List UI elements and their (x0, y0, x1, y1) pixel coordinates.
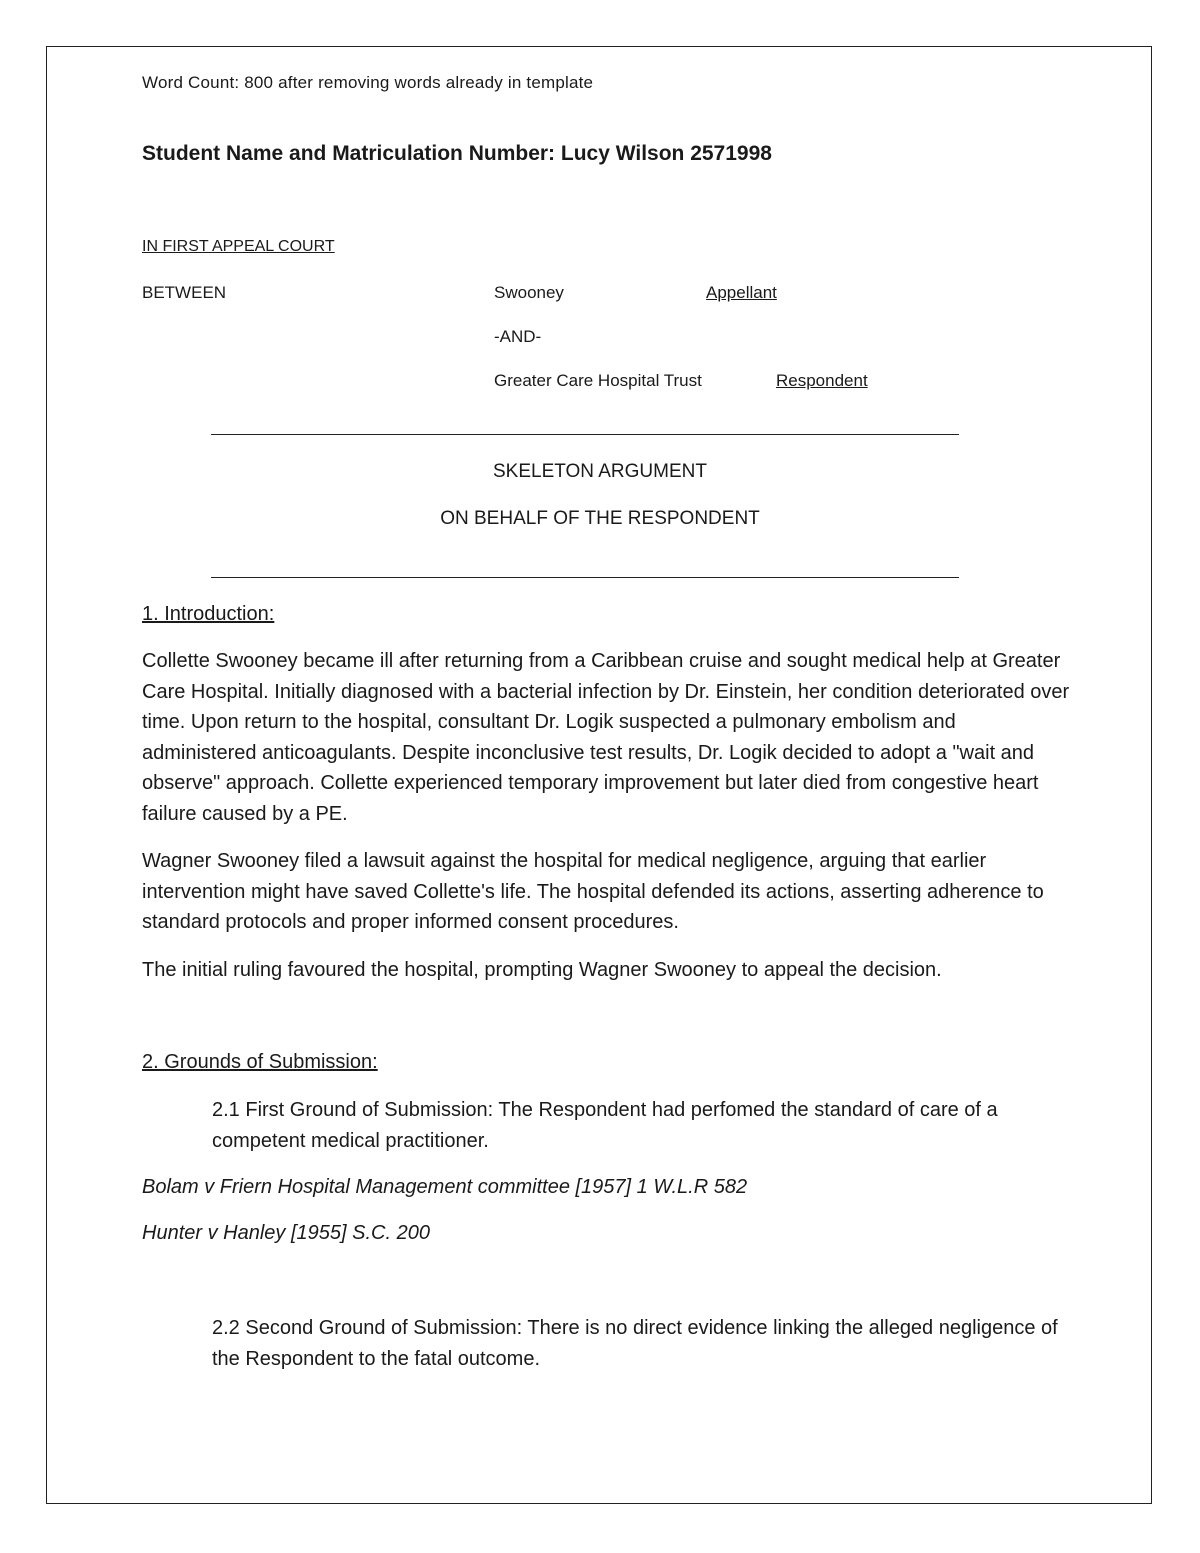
respondent-role: Respondent (776, 371, 868, 390)
introduction-paragraph-2: Wagner Swooney filed a lawsuit against the hospital for medical negligence, arguing that earlier intervention might have saved Collette's life. The hospital defended its actions, asserting adherence to standard protocols and proper informed consent procedures. (142, 850, 1044, 933)
divider-top (211, 434, 959, 435)
ground-1: 2.1 First Ground of Submission: The Respondent had perfomed the standard of care of a competent medical practitioner. (212, 1099, 998, 1152)
respondent-name: Greater Care Hospital Trust (494, 371, 702, 390)
student-name-line: Student Name and Matriculation Number: Lucy Wilson 2571998 (142, 142, 772, 165)
grounds-heading: 2. Grounds of Submission: (142, 1051, 378, 1073)
appellant-name: Swooney (494, 283, 564, 302)
document-title: SKELETON ARGUMENT (493, 461, 707, 482)
introduction-paragraph-1: Collette Swooney became ill after returning from a Caribbean cruise and sought medical help at Greater Care Hospital. Initially diagnosed with a bacterial infection by Dr. Einstein, her condition deteriorated over time. Upon return to the hospital, consultant Dr. Logik suspected a pulmonary embolism and administered anticoagulants. Despite inconclusive test results, Dr. Logik decided to adopt a "wait and observe" approach. Collette experienced temporary improvement but later died from congestive heart failure caused by a PE. (142, 650, 1070, 825)
divider-bottom (211, 577, 959, 578)
word-count-note: Word Count: 800 after removing words already in template (142, 73, 594, 92)
introduction-paragraph-3: The initial ruling favoured the hospital, prompting Wagner Swooney to appeal the decision. (142, 959, 942, 981)
introduction-heading: 1. Introduction: (142, 603, 275, 625)
ground-2: 2.2 Second Ground of Submission: There is no direct evidence linking the alleged negligence of the Respondent to the fatal outcome. (212, 1317, 1058, 1370)
court-title: IN FIRST APPEAL COURT (142, 238, 335, 255)
and-separator: -AND- (494, 327, 542, 346)
document-subtitle: ON BEHALF OF THE RESPONDENT (440, 508, 760, 529)
between-label: BETWEEN (142, 283, 227, 302)
case-citation-2: Hunter v Hanley [1955] S.C. 200 (142, 1222, 430, 1244)
case-citation-1: Bolam v Friern Hospital Management committee [1957] 1 W.L.R 582 (142, 1176, 748, 1198)
appellant-role: Appellant (706, 283, 777, 302)
